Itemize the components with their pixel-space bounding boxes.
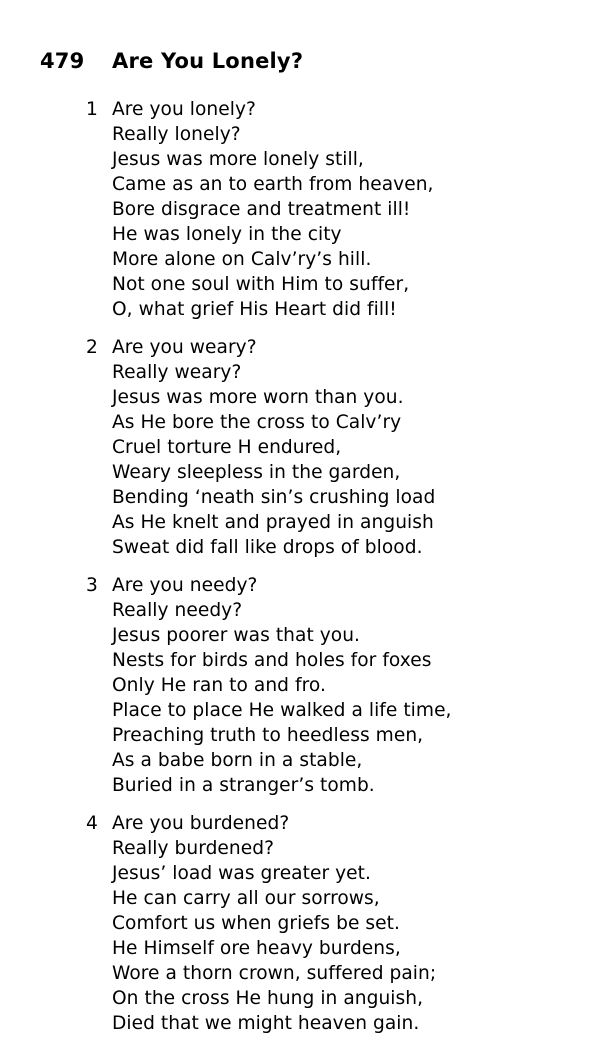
hymn-header xyxy=(40,46,303,76)
verse-line: Jesus poorer was that you. xyxy=(112,625,361,646)
verse-line: He was lonely in the city xyxy=(112,224,342,245)
verse-line: On the cross He hung in anguish, xyxy=(112,988,424,1009)
verse-line: Came as an to earth from heaven, xyxy=(112,174,434,195)
verse-line: Bending ‘neath sin’s crushing load xyxy=(112,487,436,508)
hymn-number: 479 xyxy=(40,49,85,73)
verse-line: Really weary? xyxy=(112,362,242,383)
verse-line: He can carry all our sorrows, xyxy=(112,888,380,909)
verse-line: Died that we might heaven gain. xyxy=(112,1013,420,1034)
verse-line: As He bore the cross to Calv’ry xyxy=(112,412,402,433)
verse-line: He Himself ore heavy burdens, xyxy=(112,938,401,959)
verse-line: Really burdened? xyxy=(112,838,275,859)
verse-number: 1 xyxy=(86,99,98,120)
verse-lines xyxy=(112,335,435,560)
verse-line: Really lonely? xyxy=(112,124,241,145)
verse-line: Are you weary? xyxy=(112,337,257,358)
verse-line: Jesus was more lonely still, xyxy=(112,149,364,170)
verse-line: Comfort us when griefs be set. xyxy=(112,913,400,934)
verse-line: Jesus was more worn than you. xyxy=(112,387,404,408)
verse-lines xyxy=(112,573,452,798)
verse-line: Buried in a stranger’s tomb. xyxy=(112,775,375,796)
verse-line: Place to place He walked a life time, xyxy=(112,700,452,721)
verse-line: Are you burdened? xyxy=(112,813,290,834)
hymn-title: Are You Lonely? xyxy=(112,49,304,73)
verse-line: Wore a thorn crown, suffered pain; xyxy=(112,963,437,984)
verse-line: Bore disgrace and treatment ill! xyxy=(112,199,411,220)
verse-line: Are you lonely? xyxy=(112,99,256,120)
verse-line: Only He ran to and fro. xyxy=(112,675,326,696)
verse-lines xyxy=(112,811,436,1036)
verse-line: As a babe born in a stable, xyxy=(112,750,363,771)
verse-line: More alone on Calv’ry’s hill. xyxy=(112,249,372,270)
verse-line: Jesus’ load was greater yet. xyxy=(112,863,371,884)
verse-number: 2 xyxy=(86,337,98,358)
verse-number: 3 xyxy=(86,575,98,596)
verse-line: Not one soul with Him to suffer, xyxy=(112,274,410,295)
verse-line: As He knelt and prayed in anguish xyxy=(112,512,434,533)
verse-line: Preaching truth to heedless men, xyxy=(112,725,424,746)
verse-line: O, what grief His Heart did fill! xyxy=(112,299,397,320)
verse-line: Really needy? xyxy=(112,600,243,621)
verse-line: Are you needy? xyxy=(112,575,258,596)
verse-number: 4 xyxy=(86,813,98,834)
verse-line: Cruel torture H endured, xyxy=(112,437,342,458)
verse-line: Weary sleepless in the garden, xyxy=(112,462,401,483)
verse-line: Sweat did fall like drops of blood. xyxy=(112,537,423,558)
verse-line: Nests for birds and holes for foxes xyxy=(112,650,432,671)
verse-lines xyxy=(112,97,434,322)
